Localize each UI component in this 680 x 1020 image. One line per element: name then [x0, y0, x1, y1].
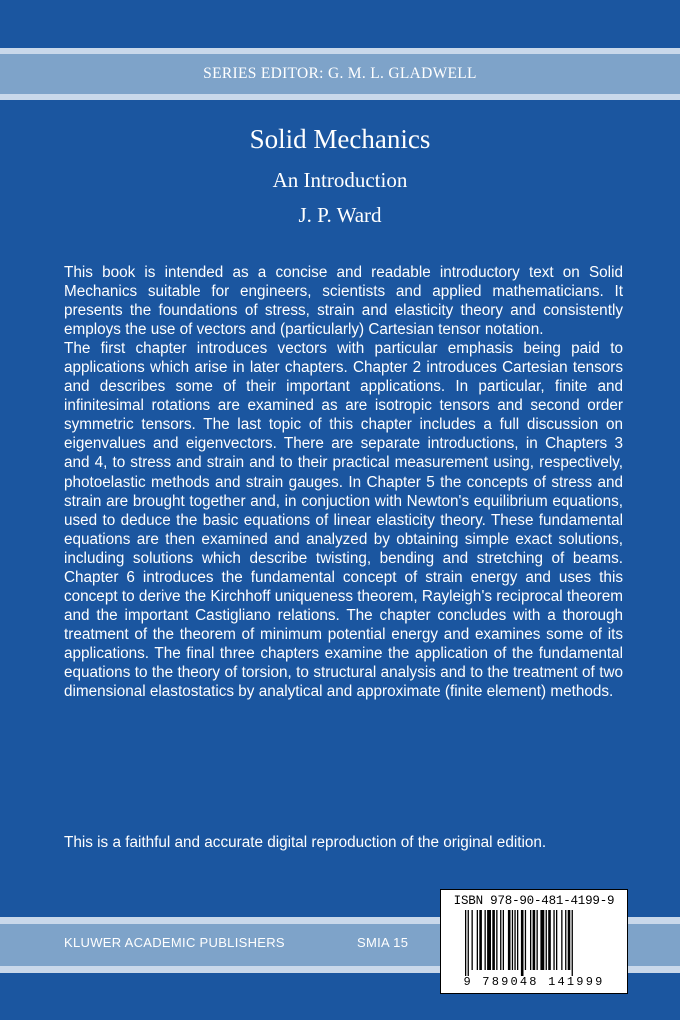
barcode-bar [553, 910, 554, 970]
description-paragraph-2: The first chapter introduces vectors with particular emphasis being paid to applications which arise in later chapters. Chapter 2 introduces Cartesian tensors and describes some of their important applications. In particular, finite and infinitesimal rotations are examined as are isotropic tensors and second order symmetric tensors. The last topic of this chapter includes a full discussion on eigenvalues and eigenvectors. There are separate introductions, in Chapters 3 and 4, to stress and strain and to their practical measurement using, respectively, photoelastic methods and strain gauges. In Chapter 5 the concepts of stress and strain are brought together and, in conjuction with Newton's equilibrium equations, used to deduce the basic equations of linear elasticity theory. These fundamental equations are then examined and analyzed by obtaining simple exact solutions, including solutions which describe twisting, bending and stretching of beams. Chapter 6 introduces the fundamental concept of strain energy and uses this concept to derive the Kirchhoff uniqueness theorem, Rayleigh's reciprocal theorem and the important Castigliano relations. The chapter concludes with a thorough treatment of the theorem of minimum potential energy and examines some of its applications. The final three chapters examine the application of the fundamental equations to the theory of torsion, to structural analysis and to the treatment of two dimensional elastostatics by analytical and approximate (finite element) methods. [64, 340, 623, 701]
barcode-bar [537, 910, 538, 970]
barcode-bar [561, 910, 562, 970]
barcode-bar [477, 910, 478, 970]
barcode-bar [546, 910, 547, 970]
barcode-bar [485, 910, 486, 970]
book-author: J. P. Ward [298, 203, 382, 227]
description-paragraph-1: This book is intended as a concise and readable introductory text on Solid Mechanics suitable for engineers, scientists and applied mathematicians. It presents the foundations of stress, strain and elasticity theory and consistently employs the use of vectors and (particularly) Cartesian tensor notation. [64, 264, 623, 339]
barcode-bar [512, 910, 513, 970]
book-title: Solid Mechanics [249, 124, 431, 154]
barcode-bar [487, 910, 491, 970]
barcode-bar [568, 910, 571, 970]
barcode-bar [472, 910, 473, 970]
barcode-bar [492, 910, 495, 970]
isbn-barcode [440, 889, 628, 994]
barcode-bar [525, 910, 526, 970]
barcode-bar [500, 910, 501, 970]
isbn-label: ISBN 978-90-481-4199-9 [453, 894, 615, 908]
barcode-bar [465, 910, 466, 976]
barcode-bar [572, 910, 573, 976]
barcode-bar [508, 910, 511, 970]
barcode-bar [565, 910, 566, 970]
barcode-bar [468, 910, 469, 976]
ean-digits: 9 789048 141999 [463, 975, 605, 989]
book-description [64, 263, 623, 701]
reproduction-note: This is a faithful and accurate digital reproduction of the original edition. [64, 834, 547, 851]
barcode-bar [503, 910, 504, 970]
barcode-bar [496, 910, 497, 970]
barcode-bar [530, 910, 531, 970]
publisher-name: KLUWER ACADEMIC PUBLISHERS [64, 935, 285, 950]
barcode-bar [556, 910, 557, 970]
barcode-bar [517, 910, 518, 970]
barcode-bar [514, 910, 515, 970]
series-editor-band [0, 54, 680, 94]
book-subtitle: An Introduction [272, 168, 408, 192]
barcode-bar [521, 910, 524, 976]
barcode-bar [533, 910, 536, 970]
series-editor-label: SERIES EDITOR: G. M. L. GLADWELL [203, 65, 477, 82]
barcode-bar [479, 910, 482, 970]
barcode-bar [540, 910, 544, 970]
barcode-bars [463, 910, 605, 976]
barcode-bar [548, 910, 551, 970]
series-code: SMIA 15 [357, 935, 409, 950]
